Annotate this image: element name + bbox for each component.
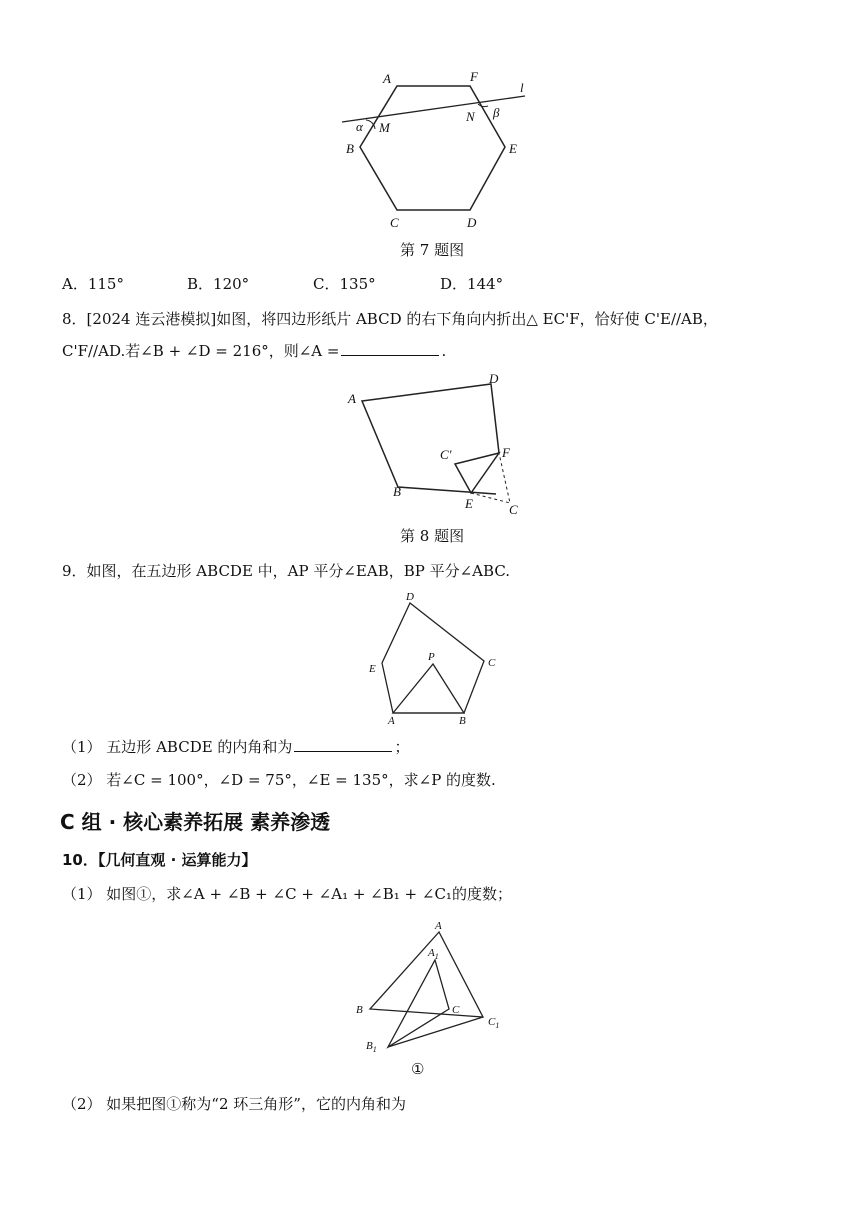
q9-sub1-end: ；	[394, 738, 410, 756]
label-F: F	[502, 445, 510, 460]
q9-sub1-text: （1） 五边形 ABCDE 的内角和为	[62, 738, 293, 756]
angle-beta-arc	[478, 104, 488, 107]
inner-triangle	[388, 960, 449, 1047]
label-A: A	[388, 715, 395, 726]
label-C: C	[452, 1004, 460, 1016]
q8-stem-end: .	[441, 342, 447, 360]
folded-triangle	[455, 453, 499, 493]
option-d[interactable]: D．144°	[440, 275, 504, 293]
label-E: E	[369, 663, 376, 675]
label-N: N	[466, 109, 475, 124]
label-B1: $B_1$	[366, 1040, 377, 1054]
figure-10-double-triangle	[350, 910, 520, 1080]
figure-7-caption: 第 7 题图	[400, 241, 465, 259]
label-l: l	[520, 80, 524, 95]
label-C: C	[488, 657, 496, 669]
q9-sub2: （2） 若∠C = 100°，∠D = 75°，∠E = 135°，求∠P 的度数.	[62, 771, 496, 789]
label-C: C	[390, 215, 399, 230]
option-c[interactable]: C．135°	[313, 275, 376, 293]
q8-stem-line1: 8．[2024 连云港模拟]如图，将四边形纸片 ABCD 的右下角向内折出△ EC'F，恰好使 C'E//AB，	[62, 310, 718, 328]
label-C1: $C_1$	[488, 1016, 500, 1030]
figure-10-caption: ①	[411, 1060, 425, 1078]
label-A: A	[383, 71, 391, 86]
option-b[interactable]: B．120°	[187, 275, 250, 293]
paper-outline	[362, 384, 499, 494]
label-E: E	[509, 141, 517, 156]
hexagon-shape	[360, 86, 505, 210]
label-C: C	[509, 502, 518, 517]
q9-answer-blank[interactable]	[294, 737, 392, 752]
q9-stem: 9．如图，在五边形 ABCDE 中，AP 平分∠EAB，BP 平分∠ABC.	[62, 562, 511, 580]
q8-answer-blank[interactable]	[341, 341, 439, 356]
label-B: B	[459, 715, 466, 726]
label-A: A	[348, 391, 356, 406]
label-A1: $A_1$	[428, 947, 439, 961]
angle-alpha-arc	[366, 120, 375, 129]
section-c-heading: C 组 · 核心素养拓展 素养渗透	[60, 810, 331, 834]
q10-title: 10．【几何直观 · 运算能力】	[62, 851, 257, 869]
option-a[interactable]: A．115°	[62, 275, 124, 293]
q10-sub2: （2） 如果把图①称为“2 环三角形”，它的内角和为	[62, 1095, 406, 1113]
figure-9-pentagon	[360, 586, 510, 726]
label-P: P	[428, 651, 435, 663]
label-D: D	[467, 215, 477, 230]
q8-stem-line2	[62, 341, 446, 361]
figure-7-hexagon	[330, 62, 550, 242]
label-beta: β	[493, 105, 500, 120]
q8-stem-text: C'F//AD.若∠B + ∠D = 216°，则∠A =	[62, 342, 340, 360]
label-D: D	[489, 371, 499, 386]
triangle-APB	[393, 664, 464, 713]
label-A: A	[435, 920, 442, 932]
label-B: B	[356, 1004, 363, 1016]
label-F: F	[470, 69, 478, 84]
q7-options	[62, 274, 503, 294]
label-D: D	[406, 591, 414, 603]
label-B: B	[346, 141, 354, 156]
label-alpha: α	[356, 119, 363, 134]
q9-sub1	[62, 737, 409, 757]
label-B: B	[393, 484, 401, 499]
original-corner-dashed	[471, 453, 510, 503]
label-E: E	[465, 496, 473, 511]
figure-8-caption: 第 8 题图	[400, 527, 465, 545]
figure-8-quadrilateral	[340, 368, 540, 528]
label-C-prime: C'	[440, 447, 452, 462]
q10-sub1: （1） 如图①，求∠A + ∠B + ∠C + ∠A₁ + ∠B₁ + ∠C₁的度数；	[62, 885, 512, 903]
label-M: M	[379, 120, 390, 135]
